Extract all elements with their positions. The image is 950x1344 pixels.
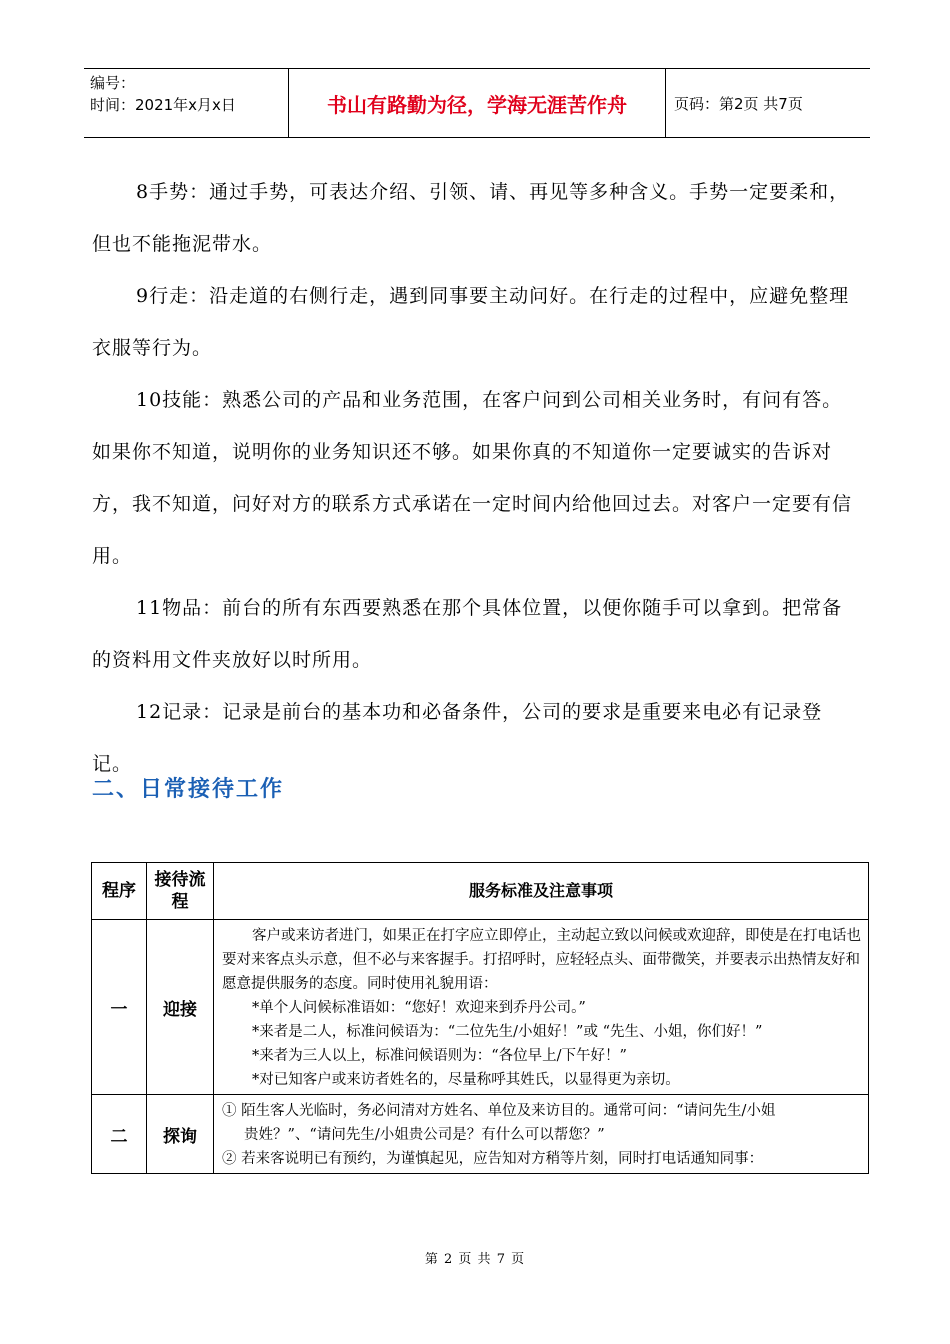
inquiry-item-1-cont: 贵姓？”、“请问先生/小姐贵公司是？有什么可以帮您？” — [244, 1127, 605, 1143]
greeting-bullet: *单个人问候标准语如：“您好！欢迎来到乔丹公司。” — [252, 1000, 586, 1016]
paragraph-items: 11物品：前台的所有东西要熟悉在那个具体位置，以便你随手可以拿到。把常备的资料用文件夹放好以时所用。 — [92, 597, 843, 671]
col-header-step: 程序 — [92, 863, 147, 920]
page-header — [84, 68, 870, 138]
greeting-intro: 客户或来访者进门，如果正在打字应立即停止，主动起立致以问候或欢迎辞，即使是在打电话也要对来客点头示意，但不必与来客握手。打招呼时，应轻轻点头、面带微笑，并要表示出热情友好和愿意提供服务的态度。同时使用礼貌用语： — [222, 928, 861, 992]
flow-cell: 迎接 — [147, 920, 214, 1095]
col-header-standards: 服务标准及注意事项 — [214, 863, 869, 920]
table-row — [92, 1095, 869, 1174]
header-motto: 书山有路勤为径，学海无涯苦作舟 — [289, 69, 666, 137]
doc-number-label: 编号： — [90, 74, 136, 92]
reception-table — [91, 862, 869, 1174]
flow-cell: 探询 — [147, 1095, 214, 1174]
standards-cell — [214, 1095, 869, 1174]
col-header-flow: 接待流程 — [147, 863, 214, 920]
paragraph-records: 12记录：记录是前台的基本功和必备条件，公司的要求是重要来电必有记录登记。 — [92, 701, 823, 775]
step-cell: 一 — [92, 920, 147, 1095]
standards-cell — [214, 920, 869, 1095]
greeting-bullet: *对已知客户或来访者姓名的，尽量称呼其姓氏，以显得更为亲切。 — [252, 1072, 680, 1088]
paragraph-walking: 9行走：沿走道的右侧行走，遇到同事要主动问好。在行走的过程中，应避免整理衣服等行为。 — [92, 285, 850, 359]
inquiry-item-1: ① 陌生客人光临时，务必问清对方姓名、单位及来访目的。通常可问：“请问先生/小姐 — [222, 1103, 776, 1119]
greeting-bullet: *来者为三人以上，标准问候语则为：“各位早上/下午好！” — [252, 1048, 627, 1064]
doc-date: 时间：2021年x月x日 — [90, 96, 236, 114]
section-title: 二、日常接待工作 — [92, 777, 285, 802]
body-paragraphs — [92, 166, 862, 790]
page-code: 页码：第2页 共7页 — [674, 94, 803, 113]
table-header-row — [92, 863, 869, 920]
table-row — [92, 920, 869, 1095]
greeting-bullet: *来者是二人，标准问候语为：“二位先生/小姐好！”或 “先生、小姐，你们好！” — [252, 1024, 763, 1040]
paragraph-gesture: 8手势：通过手势，可表达介绍、引领、请、再见等多种含义。手势一定要柔和，但也不能拖泥带水。 — [92, 181, 850, 255]
paragraph-skills: 10技能：熟悉公司的产品和业务范围，在客户问到公司相关业务时，有问有答。如果你不知道，说明你的业务知识还不够。如果你真的不知道你一定要诚实的告诉对方，我不知道，问好对方的联系方式承诺在一定时间内给他回过去。对客户一定要有信用。 — [92, 389, 853, 567]
step-cell: 二 — [92, 1095, 147, 1174]
page-footer: 第 2 页 共 7 页 — [424, 1252, 526, 1267]
inquiry-item-2: ② 若来客说明已有预约，为谨慎起见，应告知对方稍等片刻，同时打电话通知同事： — [222, 1151, 764, 1167]
header-meta — [84, 69, 289, 137]
